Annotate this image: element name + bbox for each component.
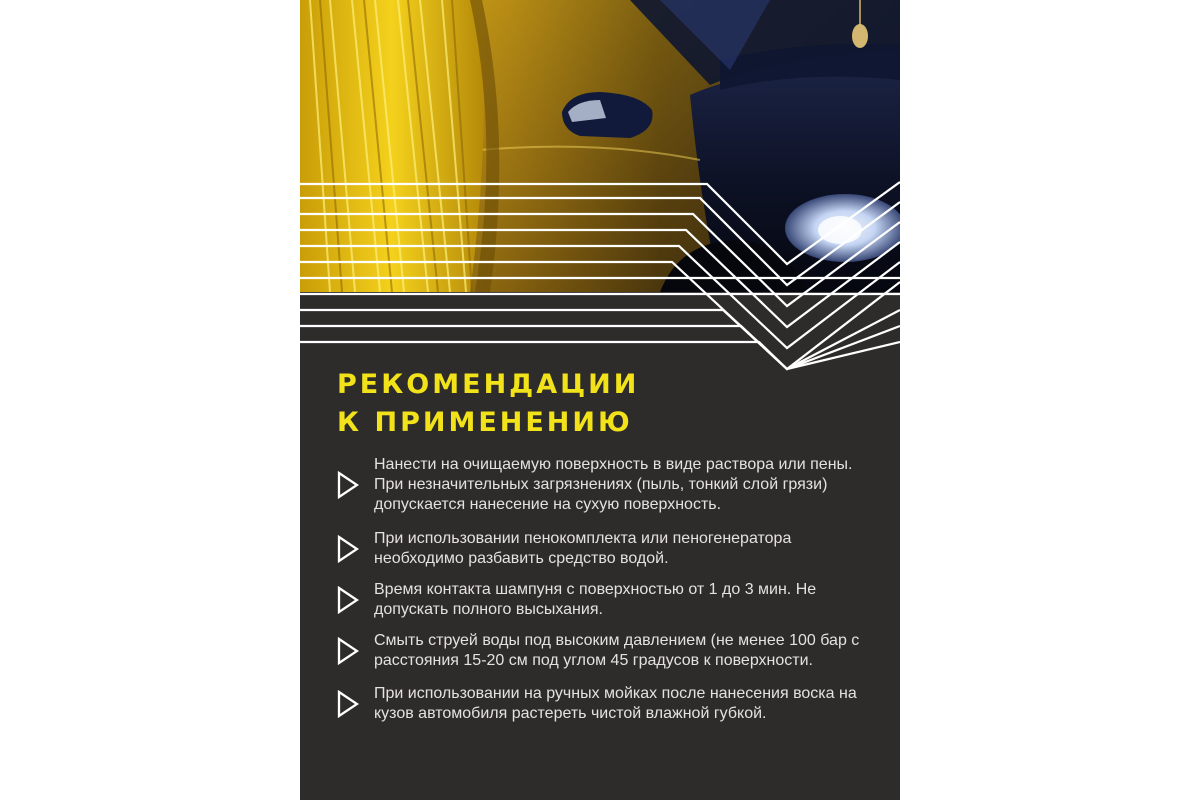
play-triangle-outline-icon [337,690,359,718]
list-item [337,580,882,620]
list-item [337,529,882,569]
heading-line-2: К ПРИМЕНЕНИЮ [337,407,633,438]
heading-line-1: РЕКОМЕНДАЦИИ [337,369,640,400]
recommendation-text: Смыть струей воды под высоким давлением (не менее 100 бар с расстояния 15-20 см под углом 45 градусов к поверхности. [374,632,860,669]
play-triangle-outline-icon [337,637,359,665]
play-triangle-outline-icon [337,586,359,614]
recommendations-list [337,455,882,724]
section-heading [337,366,639,442]
play-triangle-outline-icon [337,535,359,563]
list-item [337,455,882,515]
play-triangle-outline-icon [337,471,359,499]
recommendation-text: При использовании пенокомплекта или пеногенератора необходимо разбавить средство водой. [374,530,792,567]
recommendation-text: Время контакта шампуня с поверхностью от 1 до 3 мин. Не допускать полного высыхания. [374,581,817,618]
car-wash-photo [300,0,900,292]
instruction-poster [300,0,900,800]
list-item [337,684,882,724]
list-item [337,631,882,671]
recommendation-text: Нанести на очищаемую поверхность в виде раствора или пены. При незначительных загрязнениях (пыль, тонкий слой грязи) допускается нанесение на сухую поверхность. [374,456,853,513]
recommendation-text: При использовании на ручных мойках после нанесения воска на кузов автомобиля растереть чистой влажной губкой. [374,685,857,722]
